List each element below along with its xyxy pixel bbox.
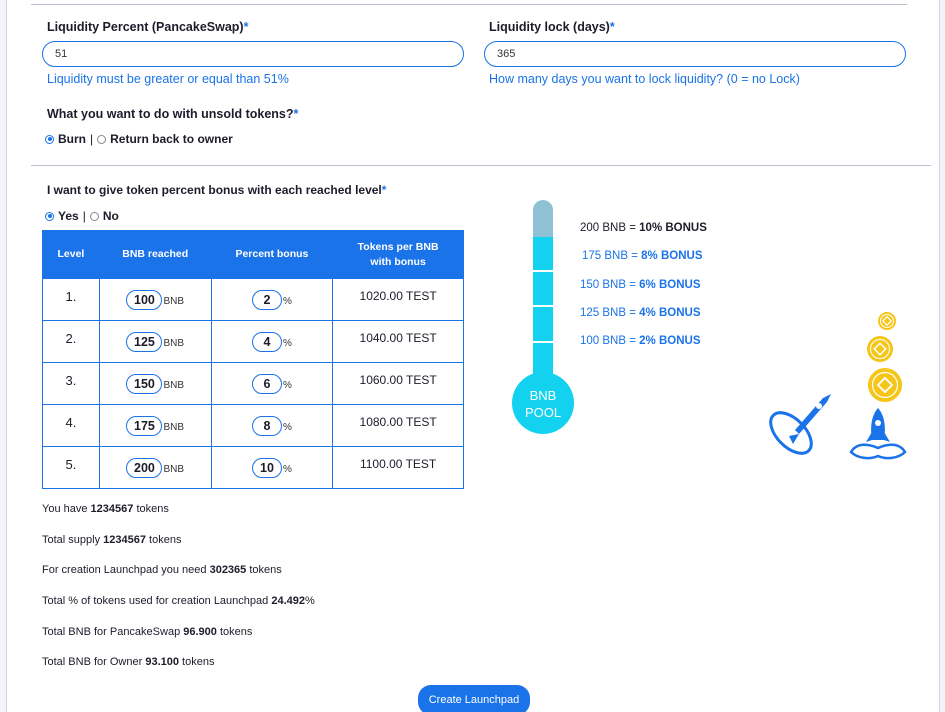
table-row (43, 447, 464, 489)
bonus-level-175 (582, 250, 703, 262)
burn-radio[interactable] (45, 135, 54, 144)
tokens-per-bnb-value: 1060.00 TEST (333, 363, 464, 405)
liquidity-lock-hint: How many days you want to lock liquidity? (0 = no Lock) (489, 72, 800, 86)
percent-bonus-cell (211, 447, 333, 489)
liquidity-percent-hint: Liquidity must be greater or equal than 51% (47, 72, 289, 86)
liquidity-percent-label-text: Liquidity Percent (PancakeSwap) (47, 20, 244, 34)
level-number: 2. (43, 321, 100, 363)
unsold-tokens-label (47, 107, 298, 121)
percent-unit: % (282, 421, 292, 433)
percent-bonus-input[interactable]: 8 (252, 416, 282, 436)
bnb-coin-icon (868, 368, 902, 402)
col-percent-bonus: Percent bonus (211, 231, 333, 279)
create-launchpad-button[interactable]: Create Launchpad (418, 685, 530, 712)
stat-text: For creation Launchpad you need (42, 564, 207, 576)
liquidity-lock-input[interactable]: 365 (484, 41, 906, 67)
option-separator: | (90, 132, 94, 146)
bnb-reached-cell (99, 405, 211, 447)
bonus-question-label-text: I want to give token percent bonus with each reached level (47, 183, 382, 197)
bnb-reached-cell (99, 279, 211, 321)
stat-text: tokens (249, 564, 282, 576)
bonus-question-label (47, 183, 386, 197)
section-divider (31, 165, 931, 166)
bonus-level-100 (580, 335, 701, 347)
percent-unit: % (282, 463, 292, 475)
table-header-row (43, 231, 464, 279)
table-row (43, 363, 464, 405)
percent-bonus-cell (211, 321, 333, 363)
percent-bonus-cell (211, 363, 333, 405)
level-number: 4. (43, 405, 100, 447)
stat-value: 1234567 (103, 534, 146, 546)
launchpad-form-panel (6, 0, 940, 712)
required-mark: * (293, 107, 299, 121)
bnb-unit: BNB (163, 463, 184, 475)
burn-option-label[interactable]: Burn (58, 132, 86, 146)
percent-bonus-cell (211, 405, 333, 447)
required-mark: * (243, 20, 249, 34)
table-row (43, 321, 464, 363)
option-separator: | (82, 209, 86, 223)
stat-tokens-needed (42, 564, 282, 576)
required-mark: * (381, 183, 387, 197)
level-number: 3. (43, 363, 100, 405)
bnb-unit: BNB (163, 337, 184, 349)
stat-bnb-pancakeswap (42, 626, 252, 638)
stat-value: 96.900 (183, 626, 217, 638)
stat-value: 24.492 (271, 595, 305, 607)
bnb-unit: BNB (163, 379, 184, 391)
return-to-owner-option-label[interactable]: Return back to owner (110, 132, 233, 146)
percent-unit: % (282, 295, 292, 307)
bonus-options (45, 209, 119, 223)
bonus-no-radio[interactable] (90, 212, 99, 221)
tokens-per-bnb-value: 1080.00 TEST (333, 405, 464, 447)
stat-percent-used (42, 595, 315, 607)
stat-bnb-owner (42, 656, 214, 668)
bonus-yes-radio[interactable] (45, 212, 54, 221)
table-row (43, 279, 464, 321)
bnb-coin-icon (878, 312, 896, 330)
bnb-coins-illustration (863, 306, 913, 406)
required-mark: * (609, 20, 615, 34)
top-divider (31, 4, 907, 5)
stat-tokens-owned (42, 503, 169, 515)
bonus-value: 10% BONUS (639, 222, 707, 234)
stat-text: Total BNB for PancakeSwap (42, 626, 181, 638)
rocket-icon (847, 406, 909, 466)
bonus-amount: 125 BNB = (580, 307, 636, 319)
stat-text: Total BNB for Owner (42, 656, 143, 668)
return-to-owner-radio[interactable] (97, 135, 106, 144)
tokens-per-bnb-value: 1020.00 TEST (333, 279, 464, 321)
col-level: Level (43, 231, 100, 279)
bnb-reached-cell (99, 447, 211, 489)
stat-text: tokens (136, 503, 169, 515)
level-number: 5. (43, 447, 100, 489)
rocket-launch-icon (765, 390, 837, 462)
bonus-level-200 (580, 222, 707, 234)
bonus-amount: 100 BNB = (580, 335, 636, 347)
stat-total-supply (42, 534, 181, 546)
bnb-reached-input[interactable]: 200 (126, 458, 162, 478)
bnb-reached-input[interactable]: 175 (126, 416, 162, 436)
col-tokens-per-bnb: Tokens per BNB with bonus (333, 231, 464, 279)
liquidity-lock-label (489, 20, 615, 34)
pool-label-line2: POOL (524, 405, 562, 420)
percent-bonus-input[interactable]: 4 (252, 332, 282, 352)
stat-text: Total supply (42, 534, 101, 546)
bonus-amount: 175 BNB = (582, 250, 638, 262)
stat-value: 93.100 (145, 656, 179, 668)
bonus-yes-label[interactable]: Yes (58, 209, 79, 223)
table-row (43, 405, 464, 447)
level-number: 1. (43, 279, 100, 321)
percent-unit: % (282, 337, 292, 349)
bnb-reached-input[interactable]: 100 (126, 290, 162, 310)
col-bnb-reached: BNB reached (99, 231, 211, 279)
bnb-reached-input[interactable]: 125 (126, 332, 162, 352)
bnb-unit: BNB (163, 295, 184, 307)
liquidity-percent-label (47, 20, 248, 34)
bonus-value: 6% BONUS (639, 279, 701, 291)
bonus-amount: 150 BNB = (580, 279, 636, 291)
percent-bonus-cell (211, 279, 333, 321)
bonus-level-125 (580, 307, 701, 319)
percent-bonus-input[interactable]: 2 (252, 290, 282, 310)
bonus-amount: 200 BNB = (580, 222, 636, 234)
pool-label-line1: BNB (529, 388, 557, 403)
liquidity-percent-input[interactable]: 51 (42, 41, 464, 67)
bnb-coin-icon (867, 336, 893, 362)
bnb-pool-thermometer (505, 200, 585, 440)
percent-unit: % (282, 379, 292, 391)
bonus-no-label[interactable]: No (102, 209, 119, 223)
stat-text: tokens (182, 656, 215, 668)
liquidity-lock-label-text: Liquidity lock (days) (489, 20, 610, 34)
tokens-per-bnb-value: 1100.00 TEST (333, 447, 464, 489)
thermometer-bulb (512, 372, 574, 434)
percent-bonus-input[interactable]: 10 (252, 458, 282, 478)
stat-value: 302365 (209, 564, 247, 576)
bonus-level-150 (580, 279, 701, 291)
stat-text: Total % of tokens used for creation Launchpad (42, 595, 269, 607)
unsold-tokens-label-text: What you want to do with unsold tokens? (47, 107, 294, 121)
bonus-value: 8% BONUS (641, 250, 703, 262)
bnb-reached-cell (99, 363, 211, 405)
tokens-per-bnb-value: 1040.00 TEST (333, 321, 464, 363)
stat-text: tokens (219, 626, 253, 638)
stat-text: % (304, 595, 315, 607)
bonus-levels-table (42, 230, 464, 489)
bnb-unit: BNB (163, 421, 184, 433)
unsold-tokens-options (45, 132, 233, 146)
bonus-value: 2% BONUS (639, 335, 701, 347)
bnb-reached-input[interactable]: 150 (126, 374, 162, 394)
percent-bonus-input[interactable]: 6 (252, 374, 282, 394)
stat-text: You have (42, 503, 88, 515)
bnb-reached-cell (99, 321, 211, 363)
stat-text: tokens (149, 534, 182, 546)
bonus-value: 4% BONUS (639, 307, 701, 319)
stat-value: 1234567 (90, 503, 134, 515)
